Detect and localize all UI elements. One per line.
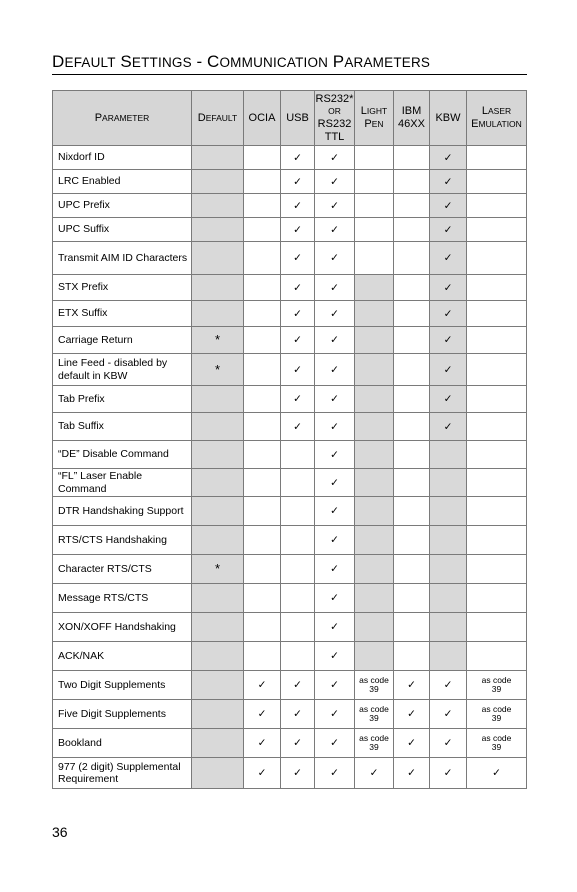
cell-default	[192, 497, 244, 526]
cell-usb	[281, 469, 315, 497]
cell-laser	[467, 613, 527, 642]
cell-lightpen	[355, 441, 394, 469]
cell-ocia	[244, 441, 281, 469]
parameter-name: ETX Suffix	[53, 301, 192, 327]
cell-rs232: ✓	[315, 301, 355, 327]
cell-ibm	[394, 275, 430, 301]
cell-lightpen	[355, 275, 394, 301]
cell-usb	[281, 584, 315, 613]
cell-laser	[467, 170, 527, 194]
cell-kbw	[430, 555, 467, 584]
cell-usb: ✓	[281, 758, 315, 789]
parameter-name: UPC Prefix	[53, 194, 192, 218]
cell-laser	[467, 413, 527, 441]
cell-default	[192, 469, 244, 497]
cell-lightpen	[355, 354, 394, 386]
cell-ocia: ✓	[244, 729, 281, 758]
cell-rs232: ✓	[315, 700, 355, 729]
communication-parameters-table	[52, 90, 527, 789]
cell-laser	[467, 242, 527, 275]
parameter-name: Character RTS/CTS	[53, 555, 192, 584]
cell-default	[192, 613, 244, 642]
cell-default	[192, 146, 244, 170]
cell-rs232: ✓	[315, 441, 355, 469]
cell-usb	[281, 526, 315, 555]
cell-ocia: ✓	[244, 758, 281, 789]
cell-rs232: ✓	[315, 413, 355, 441]
cell-ocia	[244, 469, 281, 497]
cell-lightpen	[355, 146, 394, 170]
column-header-ibm: IBM 46XX	[394, 91, 430, 146]
cell-ibm	[394, 354, 430, 386]
cell-default	[192, 671, 244, 700]
cell-kbw: ✓	[430, 194, 467, 218]
cell-ibm	[394, 386, 430, 413]
cell-kbw: ✓	[430, 218, 467, 242]
cell-default	[192, 441, 244, 469]
cell-lightpen	[355, 242, 394, 275]
parameter-name: “DE” Disable Command	[53, 441, 192, 469]
cell-lightpen	[355, 170, 394, 194]
cell-default	[192, 301, 244, 327]
cell-usb: ✓	[281, 218, 315, 242]
cell-usb: ✓	[281, 413, 315, 441]
cell-laser	[467, 386, 527, 413]
table-row	[53, 671, 527, 700]
cell-rs232: ✓	[315, 354, 355, 386]
parameter-name: LRC Enabled	[53, 170, 192, 194]
cell-ibm: ✓	[394, 700, 430, 729]
cell-lightpen	[355, 642, 394, 671]
table-row	[53, 354, 527, 386]
cell-usb: ✓	[281, 242, 315, 275]
parameter-name: Five Digit Supplements	[53, 700, 192, 729]
table-row	[53, 441, 527, 469]
table-row	[53, 469, 527, 497]
cell-laser	[467, 526, 527, 555]
parameter-name: Message RTS/CTS	[53, 584, 192, 613]
cell-rs232: ✓	[315, 671, 355, 700]
table-row	[53, 413, 527, 441]
cell-ibm	[394, 301, 430, 327]
cell-default	[192, 354, 244, 386]
cell-kbw: ✓	[430, 275, 467, 301]
cell-default	[192, 642, 244, 671]
cell-ocia	[244, 526, 281, 555]
cell-lightpen: ✓	[355, 758, 394, 789]
cell-ibm	[394, 170, 430, 194]
column-header-lightpen: LIGHT PEN	[355, 91, 394, 146]
cell-lightpen: as code 39	[355, 729, 394, 758]
cell-ocia	[244, 194, 281, 218]
cell-kbw: ✓	[430, 242, 467, 275]
cell-lightpen	[355, 613, 394, 642]
cell-ocia	[244, 301, 281, 327]
parameter-name: Transmit AIM ID Characters	[53, 242, 192, 275]
cell-kbw	[430, 584, 467, 613]
table-row	[53, 642, 527, 671]
cell-laser	[467, 441, 527, 469]
table-row	[53, 194, 527, 218]
cell-lightpen	[355, 327, 394, 354]
cell-lightpen	[355, 301, 394, 327]
cell-usb	[281, 613, 315, 642]
table-row	[53, 170, 527, 194]
cell-rs232: ✓	[315, 170, 355, 194]
cell-kbw	[430, 469, 467, 497]
parameter-name: STX Prefix	[53, 275, 192, 301]
cell-ibm	[394, 469, 430, 497]
cell-ibm: ✓	[394, 671, 430, 700]
cell-rs232: ✓	[315, 469, 355, 497]
cell-rs232: ✓	[315, 758, 355, 789]
cell-kbw	[430, 642, 467, 671]
parameter-name: XON/XOFF Handshaking	[53, 613, 192, 642]
column-header-ocia: OCIA	[244, 91, 281, 146]
cell-lightpen	[355, 497, 394, 526]
cell-usb	[281, 497, 315, 526]
default-marker: *	[214, 561, 221, 576]
cell-default	[192, 584, 244, 613]
column-header-laser: LASER EMULATION	[467, 91, 527, 146]
cell-laser	[467, 301, 527, 327]
cell-ocia	[244, 146, 281, 170]
default-marker: *	[214, 361, 221, 377]
cell-kbw	[430, 526, 467, 555]
cell-ocia	[244, 386, 281, 413]
table-row	[53, 218, 527, 242]
cell-ocia	[244, 613, 281, 642]
parameter-name: Bookland	[53, 729, 192, 758]
cell-ocia	[244, 242, 281, 275]
cell-kbw: ✓	[430, 758, 467, 789]
cell-lightpen	[355, 584, 394, 613]
cell-lightpen	[355, 194, 394, 218]
cell-laser: as code 39	[467, 729, 527, 758]
cell-ocia	[244, 170, 281, 194]
cell-lightpen	[355, 218, 394, 242]
cell-kbw	[430, 497, 467, 526]
cell-laser: as code 39	[467, 700, 527, 729]
cell-ocia	[244, 642, 281, 671]
cell-usb: ✓	[281, 671, 315, 700]
parameter-name: Tab Prefix	[53, 386, 192, 413]
cell-usb: ✓	[281, 327, 315, 354]
table-row	[53, 584, 527, 613]
parameter-name: Line Feed - disabled by default in KBW	[53, 354, 192, 386]
cell-ocia	[244, 327, 281, 354]
cell-default	[192, 194, 244, 218]
cell-kbw: ✓	[430, 170, 467, 194]
cell-ocia: ✓	[244, 671, 281, 700]
cell-laser	[467, 354, 527, 386]
cell-laser	[467, 497, 527, 526]
cell-lightpen	[355, 555, 394, 584]
cell-rs232: ✓	[315, 194, 355, 218]
cell-lightpen	[355, 526, 394, 555]
cell-usb: ✓	[281, 146, 315, 170]
cell-ibm	[394, 584, 430, 613]
cell-rs232: ✓	[315, 242, 355, 275]
cell-kbw: ✓	[430, 146, 467, 170]
parameter-name: Carriage Return	[53, 327, 192, 354]
cell-kbw	[430, 613, 467, 642]
cell-usb: ✓	[281, 729, 315, 758]
cell-usb: ✓	[281, 170, 315, 194]
column-header-rs232: RS232* OR RS232 TTL	[315, 91, 355, 146]
parameter-name: Tab Suffix	[53, 413, 192, 441]
cell-laser	[467, 275, 527, 301]
default-marker: *	[214, 332, 221, 347]
cell-rs232: ✓	[315, 497, 355, 526]
table-row	[53, 242, 527, 275]
cell-lightpen	[355, 386, 394, 413]
cell-rs232: ✓	[315, 729, 355, 758]
cell-ocia	[244, 354, 281, 386]
cell-usb: ✓	[281, 194, 315, 218]
cell-kbw: ✓	[430, 729, 467, 758]
table-row	[53, 386, 527, 413]
cell-ocia	[244, 497, 281, 526]
parameter-name: RTS/CTS Handshaking	[53, 526, 192, 555]
cell-default	[192, 729, 244, 758]
parameter-name: ACK/NAK	[53, 642, 192, 671]
table-row	[53, 301, 527, 327]
table-row	[53, 327, 527, 354]
table-row	[53, 613, 527, 642]
cell-lightpen: as code 39	[355, 671, 394, 700]
cell-lightpen	[355, 469, 394, 497]
cell-rs232: ✓	[315, 555, 355, 584]
cell-usb: ✓	[281, 301, 315, 327]
cell-usb: ✓	[281, 275, 315, 301]
cell-default	[192, 170, 244, 194]
parameter-name: UPC Suffix	[53, 218, 192, 242]
cell-lightpen: as code 39	[355, 700, 394, 729]
table-row	[53, 146, 527, 170]
cell-ocia	[244, 555, 281, 584]
cell-laser	[467, 146, 527, 170]
cell-ibm	[394, 555, 430, 584]
table-row	[53, 758, 527, 789]
column-header-default: DEFAULT	[192, 91, 244, 146]
cell-usb	[281, 555, 315, 584]
cell-ibm	[394, 218, 430, 242]
cell-laser	[467, 194, 527, 218]
cell-ibm	[394, 497, 430, 526]
cell-rs232: ✓	[315, 613, 355, 642]
cell-laser	[467, 584, 527, 613]
column-header-usb: USB	[281, 91, 315, 146]
cell-rs232: ✓	[315, 526, 355, 555]
cell-rs232: ✓	[315, 275, 355, 301]
table-row	[53, 526, 527, 555]
cell-rs232: ✓	[315, 386, 355, 413]
cell-default	[192, 218, 244, 242]
table-body	[53, 146, 527, 789]
cell-laser: as code 39	[467, 671, 527, 700]
cell-default	[192, 758, 244, 789]
parameter-name: Two Digit Supplements	[53, 671, 192, 700]
page-title	[52, 52, 430, 72]
table-row	[53, 729, 527, 758]
parameter-name: “FL” Laser Enable Command	[53, 469, 192, 497]
cell-rs232: ✓	[315, 584, 355, 613]
cell-default	[192, 386, 244, 413]
cell-kbw: ✓	[430, 386, 467, 413]
cell-rs232: ✓	[315, 327, 355, 354]
cell-rs232: ✓	[315, 146, 355, 170]
cell-ocia: ✓	[244, 700, 281, 729]
cell-kbw: ✓	[430, 413, 467, 441]
cell-ibm	[394, 146, 430, 170]
title-rule	[52, 74, 527, 75]
cell-rs232: ✓	[315, 218, 355, 242]
table-row	[53, 275, 527, 301]
cell-ibm	[394, 242, 430, 275]
table-header-row	[53, 91, 527, 146]
cell-ocia	[244, 413, 281, 441]
table-row	[53, 555, 527, 584]
cell-ibm	[394, 413, 430, 441]
cell-ibm	[394, 526, 430, 555]
table-row	[53, 497, 527, 526]
cell-ibm: ✓	[394, 729, 430, 758]
cell-kbw: ✓	[430, 301, 467, 327]
parameter-name: Nixdorf ID	[53, 146, 192, 170]
cell-default	[192, 700, 244, 729]
cell-laser	[467, 469, 527, 497]
page-title-text: DEFAULT SETTINGS - COMMUNICATION PARAMETERS	[52, 52, 431, 71]
cell-ibm	[394, 327, 430, 354]
cell-ibm	[394, 613, 430, 642]
cell-usb: ✓	[281, 386, 315, 413]
cell-usb: ✓	[281, 354, 315, 386]
parameter-name: DTR Handshaking Support	[53, 497, 192, 526]
parameter-name: 977 (2 digit) Supplemental Requirement	[53, 758, 192, 789]
cell-kbw: ✓	[430, 354, 467, 386]
cell-laser	[467, 327, 527, 354]
cell-ibm	[394, 441, 430, 469]
cell-ibm	[394, 642, 430, 671]
page-number: 36	[52, 824, 68, 840]
cell-laser	[467, 555, 527, 584]
cell-ibm: ✓	[394, 758, 430, 789]
column-header-parameter: PARAMETER	[53, 91, 192, 146]
cell-laser	[467, 218, 527, 242]
cell-kbw: ✓	[430, 327, 467, 354]
cell-default	[192, 555, 244, 584]
cell-lightpen	[355, 413, 394, 441]
cell-usb	[281, 441, 315, 469]
cell-kbw: ✓	[430, 700, 467, 729]
cell-default	[192, 275, 244, 301]
cell-usb: ✓	[281, 700, 315, 729]
cell-kbw	[430, 441, 467, 469]
cell-laser	[467, 642, 527, 671]
cell-usb	[281, 642, 315, 671]
cell-default	[192, 526, 244, 555]
cell-default	[192, 327, 244, 354]
cell-ibm	[394, 194, 430, 218]
cell-ocia	[244, 218, 281, 242]
cell-ocia	[244, 275, 281, 301]
cell-laser: ✓	[467, 758, 527, 789]
cell-kbw: ✓	[430, 671, 467, 700]
cell-ocia	[244, 584, 281, 613]
table-row	[53, 700, 527, 729]
cell-default	[192, 242, 244, 275]
column-header-kbw: KBW	[430, 91, 467, 146]
cell-default	[192, 413, 244, 441]
cell-rs232: ✓	[315, 642, 355, 671]
